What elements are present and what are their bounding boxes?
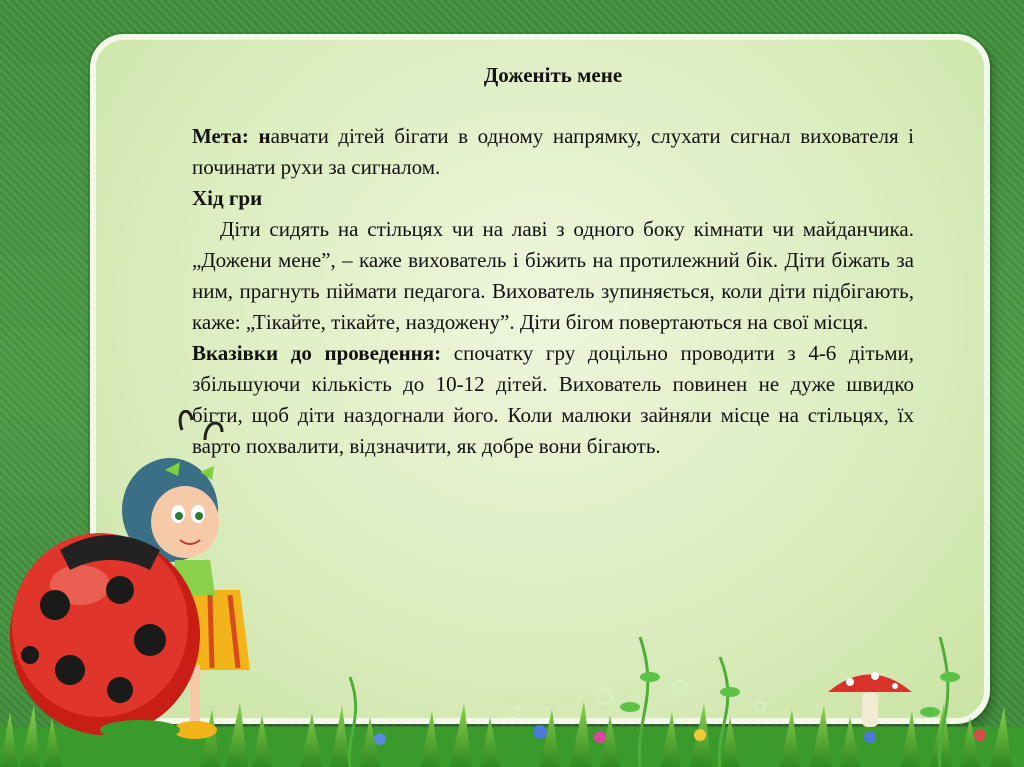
goal-first-letter: н [258, 124, 271, 148]
goal-label: Мета: [192, 124, 249, 148]
slide-content [192, 60, 914, 462]
goal-paragraph [192, 121, 914, 183]
mushroom-icon [820, 662, 920, 732]
ladybug-icon [0, 410, 260, 750]
instructions-text: спочатку гру доцільно проводити з 4-6 дітьми, збільшуючи кількість до 10-12 дітей. Вихователь повинен не дуже швидко бігти, щоб діти наздогнали його. Коли малюки зайняли місце на стільцях, їх варто похвалити, відзначити, як добре вони бігають. [192, 341, 914, 458]
goal-text: авчати дітей бігати в одному напрямку, слухати сигнал вихователя і починати рухи за сигналом. [192, 124, 914, 179]
instructions-label: Вказівки до проведення: [192, 341, 442, 365]
instructions-paragraph [192, 338, 914, 462]
process-text: Діти сидять на стільцях чи на лаві з одного боку кімнати чи майданчика. „Дожени мене”, – каже вихователь і біжить на протилежний бік. Діти біжать за ним, прагнуть піймати педагога. Вихователь зупиняється, коли діти підбігають, каже: „Тікайте, тікайте, наздожену”. Діти бігом повертаються на свої місця. [192, 217, 914, 334]
slide-title: Доженіть мене [483, 63, 623, 87]
process-heading: Хід гри [192, 186, 263, 210]
